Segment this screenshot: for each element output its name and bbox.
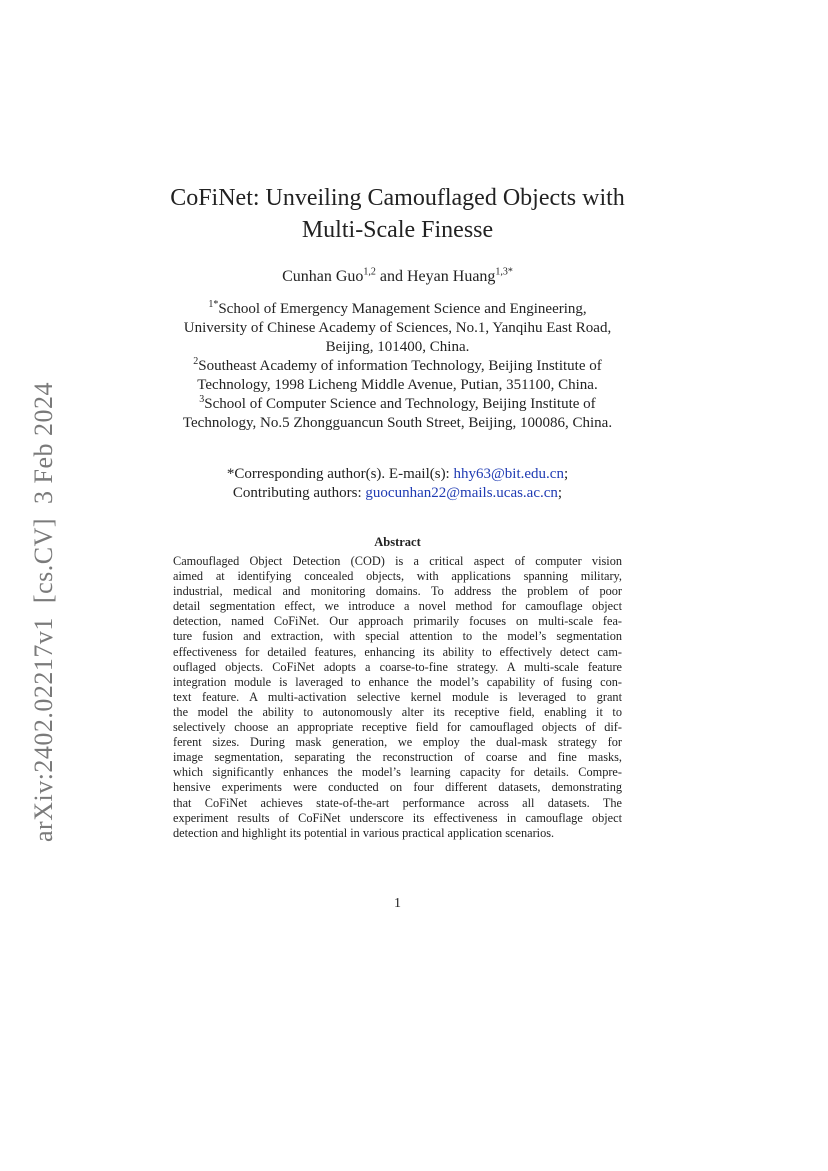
abstract-body bbox=[173, 554, 622, 841]
arxiv-id: arXiv:2402.02217v1 bbox=[29, 617, 58, 843]
abstract-line: ferent sizes. During mask generation, we employ the dual-mask strategy for bbox=[173, 735, 622, 750]
correspondence bbox=[150, 465, 645, 503]
corresponding-email-link[interactable]: hhy63@bit.edu.cn bbox=[453, 466, 564, 482]
affil-1-line-2: University of Chinese Academy of Sciences, No.1, Yanqihu East Road, bbox=[183, 320, 612, 336]
author-connector: and bbox=[375, 268, 407, 285]
affil-3-line-2: Technology, No.5 Zhongguancun South Street, Beijing, 100086, China. bbox=[182, 415, 613, 431]
affil-1-line-1 bbox=[150, 300, 645, 319]
corresponding-line bbox=[150, 465, 645, 484]
abstract-line: the model the ability to autonomously alter its receptive field, enabling it to bbox=[173, 704, 622, 719]
abstract-line: effectiveness for detailed features, enhancing its ability to effectively detect cam- bbox=[173, 644, 622, 659]
arxiv-identifier bbox=[29, 368, 59, 842]
abstract-line: image segmentation, separating the reconstruction of coarse and fine masks, bbox=[173, 750, 622, 765]
author-1: Cunhan Guo bbox=[282, 268, 364, 285]
contributing-line bbox=[150, 484, 645, 503]
contributing-suffix: ; bbox=[557, 485, 563, 501]
abstract-line: Camouflaged Object Detection (COD) is a critical aspect of computer vision bbox=[173, 554, 622, 568]
paper-title bbox=[150, 182, 645, 246]
affil-2-line-2: Technology, 1998 Licheng Middle Avenue, Putian, 351100, China. bbox=[197, 377, 598, 393]
affil-3-text-1: School of Computer Science and Technology, Beijing Institute of bbox=[204, 396, 596, 412]
corresponding-suffix: ; bbox=[563, 466, 569, 482]
arxiv-category: [cs.CV] bbox=[29, 517, 58, 604]
contributing-email-link[interactable]: guocunhan22@mails.ucas.ac.cn bbox=[365, 485, 558, 501]
page-number: 1 bbox=[394, 896, 401, 911]
affil-1-text-1: School of Emergency Management Science and Engineering, bbox=[218, 301, 587, 317]
abstract-line: integration module is laveraged to enhance the model’s capability of fusing con- bbox=[173, 674, 622, 689]
author-2: Heyan Huang bbox=[407, 268, 496, 285]
affil-2-text-1: Southeast Academy of information Technology, Beijing Institute of bbox=[198, 358, 602, 374]
affil-2-mark: 2 bbox=[193, 356, 199, 367]
arxiv-date: 3 Feb 2024 bbox=[29, 381, 58, 504]
affiliations bbox=[150, 300, 645, 433]
contributing-label: Contributing authors: bbox=[232, 485, 366, 501]
abstract-line: selectively choose an appropriate receptive field for camouflaged objects of dif- bbox=[173, 720, 622, 735]
abstract-line: hensive experiments were conducted on four different datasets, demonstrating bbox=[173, 780, 622, 795]
abstract-line: detail segmentation effect, we introduce a novel method for camouflage object bbox=[173, 599, 622, 614]
corresponding-label: *Corresponding author(s). E-mail(s): bbox=[226, 466, 454, 482]
abstract-line: aimed at identifying concealed objects, with applications spanning military, bbox=[173, 569, 622, 584]
abstract-line: text feature. A multi-activation selective kernel module is leveraged to grant bbox=[173, 689, 622, 704]
abstract-line: that CoFiNet achieves state-of-the-art performance across all datasets. The bbox=[173, 795, 622, 810]
abstract-line: industrial, medical and monitoring domains. To address the problem of poor bbox=[173, 584, 622, 599]
affil-2-line-1 bbox=[150, 357, 645, 376]
title-line-2: Multi-Scale Finesse bbox=[301, 217, 494, 243]
affil-1-mark: 1* bbox=[208, 299, 219, 310]
abstract-heading: Abstract bbox=[374, 535, 421, 549]
affil-3-mark: 3 bbox=[199, 394, 205, 405]
abstract-line: ture fusion and extraction, with special attention to the model’s segmentation bbox=[173, 629, 622, 644]
title-line-1: CoFiNet: Unveiling Camouflaged Objects with bbox=[170, 185, 625, 211]
abstract-line: detection and highlight its potential in various practical application scenarios. bbox=[173, 825, 555, 840]
affil-3-line-1 bbox=[150, 395, 645, 414]
author-1-affil: 1,2 bbox=[363, 266, 376, 278]
author-2-affil: 1,3* bbox=[495, 266, 513, 278]
abstract-line: experiment results of CoFiNet underscore its effectiveness in camouflage object bbox=[173, 810, 622, 825]
abstract-line: which significantly enhances the model’s learning capacity for details. Compre- bbox=[173, 765, 622, 780]
abstract-line: detection, named CoFiNet. Our approach primarily focuses on multi-scale fea- bbox=[173, 614, 622, 629]
author-list bbox=[150, 268, 645, 286]
abstract-line: ouflaged objects. CoFiNet adopts a coarse-to-fine strategy. A multi-scale feature bbox=[173, 659, 622, 674]
affil-1-line-3: Beijing, 101400, China. bbox=[325, 339, 470, 355]
